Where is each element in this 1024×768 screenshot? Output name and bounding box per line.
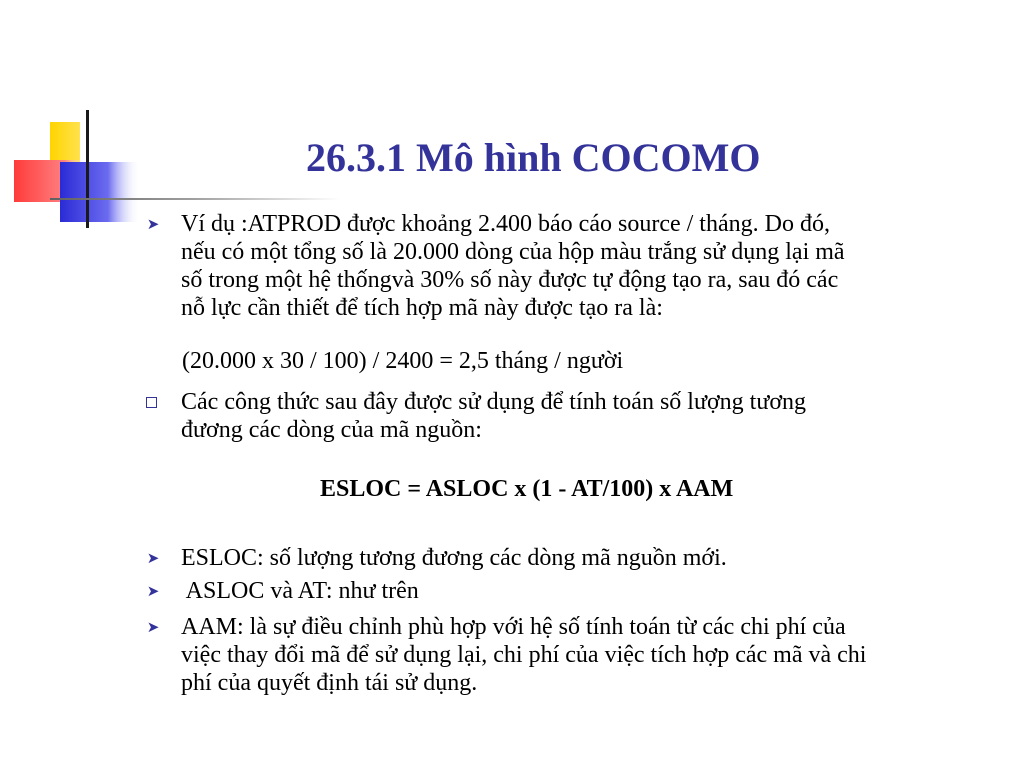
bullet-line: Các công thức sau đây được sử dụng để tính toán số lượng tương [181, 389, 807, 415]
bullet-line: ASLOC và AT: như trên [181, 578, 419, 604]
slide-title: 26.3.1 Mô hình COCOMO [306, 135, 761, 180]
arrow-bullet-icon: ➤ [146, 584, 160, 600]
calculation-example: (20.000 x 30 / 100) / 2400 = 2,5 tháng / người [182, 348, 624, 374]
square-bullet-icon [146, 397, 157, 408]
bullet-line: phí của quyết định tái sử dụng. [181, 670, 478, 696]
bullet-line: đương các dòng của mã nguồn: [181, 417, 482, 443]
arrow-bullet-icon: ➤ [146, 551, 160, 567]
bullet-line: Ví dụ :ATPROD được khoảng 2.400 báo cáo source / tháng. Do đó, [181, 211, 830, 237]
bullet-line: việc thay đổi mã để sử dụng lại, chi phí của việc tích hợp các mã và chi [181, 642, 867, 668]
slide-decoration [0, 0, 340, 240]
bullet-line: nếu có một tổng số là 20.000 dòng của hộp màu trắng sử dụng lại mã [181, 239, 845, 265]
bullet-line: nỗ lực cần thiết để tích hợp mã này được tạo ra là: [181, 295, 663, 321]
bullet-line: AAM: là sự điều chỉnh phù hợp với hệ số tính toán từ các chi phí của [181, 614, 846, 640]
bullet-line: số trong một hệ thốngvà 30% số này được tự động tạo ra, sau đó các [181, 267, 839, 293]
arrow-bullet-icon: ➤ [146, 217, 160, 233]
esloc-equation: ESLOC = ASLOC x (1 - AT/100) x AAM [320, 476, 734, 502]
arrow-bullet-icon: ➤ [146, 620, 160, 636]
bullet-line: ESLOC: số lượng tương đương các dòng mã nguồn mới. [181, 545, 727, 571]
